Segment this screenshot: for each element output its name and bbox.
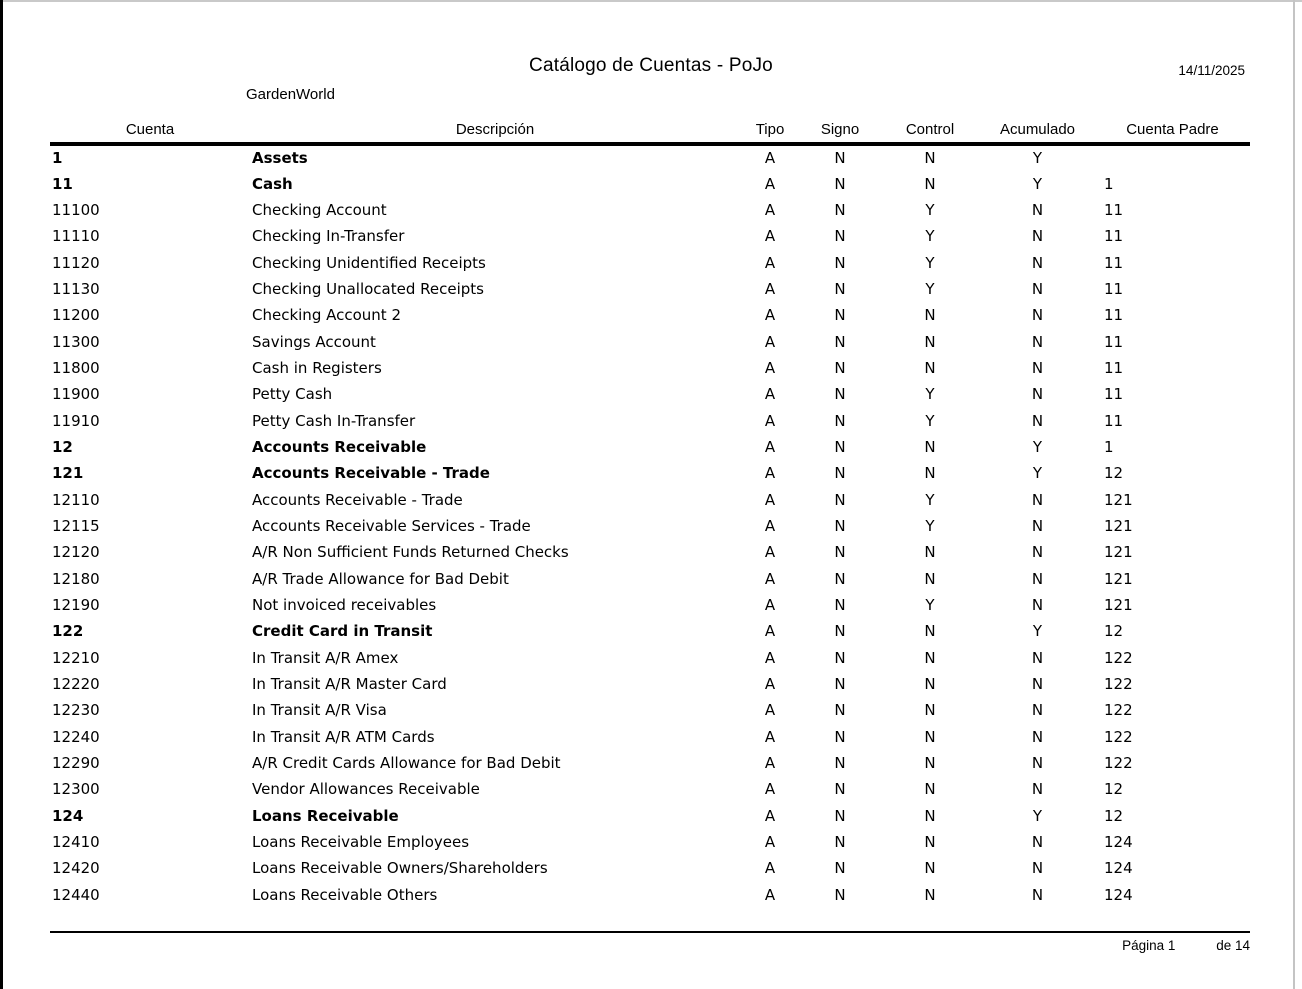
cell-descripcion: Accounts Receivable - Trade	[252, 490, 463, 509]
table-row	[50, 381, 1250, 407]
cell-cuenta: 11910	[52, 411, 100, 430]
cell-acumulado: Y	[1032, 622, 1043, 641]
cell-tipo: A	[764, 859, 776, 878]
table-row	[50, 566, 1250, 592]
cell-cuenta-padre: 11	[1104, 332, 1124, 351]
cell-acumulado: N	[1031, 516, 1044, 535]
cell-signo: N	[834, 596, 846, 615]
page-top-edge	[0, 0, 1302, 2]
cell-cuenta: 12210	[52, 648, 100, 667]
cell-acumulado: N	[1031, 569, 1044, 588]
cell-signo: N	[834, 253, 846, 272]
cell-acumulado: Y	[1032, 806, 1043, 825]
table-row	[50, 539, 1250, 565]
table-row	[50, 276, 1250, 302]
cell-tipo: A	[764, 332, 776, 351]
cell-descripcion: Checking Account	[252, 200, 387, 219]
cell-signo: N	[834, 675, 846, 694]
accounts-table-body	[50, 144, 1250, 908]
footer-total-pages: de 14	[1216, 938, 1250, 953]
table-row	[50, 697, 1250, 723]
cell-acumulado: Y	[1032, 464, 1043, 483]
table-row	[50, 855, 1250, 881]
cell-cuenta: 12120	[52, 543, 100, 562]
table-row	[50, 144, 1250, 170]
cell-control: N	[924, 543, 936, 562]
cell-control: N	[924, 174, 936, 193]
cell-acumulado: N	[1031, 253, 1044, 272]
cell-control: N	[924, 701, 936, 720]
cell-cuenta: 11110	[52, 227, 100, 246]
cell-cuenta-padre: 12	[1104, 464, 1124, 483]
cell-signo: N	[834, 885, 846, 904]
cell-tipo: A	[764, 149, 776, 168]
cell-control: Y	[925, 200, 935, 219]
cell-control: Y	[925, 385, 935, 404]
cell-acumulado: N	[1031, 675, 1044, 694]
cell-signo: N	[834, 200, 846, 219]
column-header-cuenta-padre: Cuenta Padre	[1095, 108, 1250, 144]
cell-signo: N	[834, 648, 846, 667]
cell-cuenta-padre: 124	[1104, 885, 1133, 904]
cell-tipo: A	[764, 490, 776, 509]
table-row	[50, 302, 1250, 328]
cell-control: Y	[925, 411, 935, 430]
footer-rule	[50, 931, 1250, 933]
cell-signo: N	[834, 385, 846, 404]
cell-signo: N	[834, 411, 846, 430]
cell-control: N	[924, 833, 936, 852]
accounts-table	[50, 108, 1250, 908]
cell-control: Y	[925, 490, 935, 509]
cell-descripcion: In Transit A/R ATM Cards	[252, 727, 435, 746]
cell-cuenta: 12300	[52, 780, 100, 799]
cell-control: Y	[925, 227, 935, 246]
column-header-signo: Signo	[800, 108, 880, 144]
cell-cuenta-padre: 12	[1104, 780, 1124, 799]
cell-cuenta-padre: 11	[1104, 411, 1124, 430]
cell-control: N	[924, 464, 936, 483]
table-row	[50, 592, 1250, 618]
cell-tipo: A	[764, 596, 776, 615]
table-row	[50, 434, 1250, 460]
cell-descripcion: Accounts Receivable	[252, 437, 427, 456]
cell-cuenta-padre: 11	[1104, 227, 1124, 246]
cell-cuenta-padre: 121	[1104, 569, 1133, 588]
cell-descripcion: Savings Account	[252, 332, 376, 351]
cell-acumulado: N	[1031, 727, 1044, 746]
cell-control: N	[924, 727, 936, 746]
cell-tipo: A	[764, 253, 776, 272]
cell-descripcion: Petty Cash	[252, 385, 333, 404]
cell-tipo: A	[764, 543, 776, 562]
cell-signo: N	[834, 622, 846, 641]
cell-descripcion: Credit Card in Transit	[252, 622, 433, 641]
cell-cuenta-padre: 122	[1104, 727, 1133, 746]
cell-acumulado: N	[1031, 358, 1044, 377]
cell-control: N	[924, 437, 936, 456]
cell-descripcion: In Transit A/R Amex	[252, 648, 399, 667]
cell-cuenta-padre: 1	[1104, 437, 1114, 456]
cell-cuenta-padre: 12	[1104, 806, 1124, 825]
cell-signo: N	[834, 149, 846, 168]
table-row	[50, 776, 1250, 802]
cell-control: Y	[925, 596, 935, 615]
cell-tipo: A	[764, 833, 776, 852]
cell-tipo: A	[764, 464, 776, 483]
cell-acumulado: N	[1031, 701, 1044, 720]
cell-acumulado: N	[1031, 543, 1044, 562]
cell-descripcion: A/R Non Sufficient Funds Returned Checks	[252, 543, 569, 562]
cell-tipo: A	[764, 279, 776, 298]
cell-cuenta-padre: 122	[1104, 701, 1133, 720]
table-row	[50, 460, 1250, 486]
cell-control: N	[924, 332, 936, 351]
cell-tipo: A	[764, 675, 776, 694]
cell-acumulado: N	[1031, 754, 1044, 773]
cell-tipo: A	[764, 358, 776, 377]
cell-cuenta: 12230	[52, 701, 100, 720]
cell-acumulado: N	[1031, 780, 1044, 799]
cell-signo: N	[834, 358, 846, 377]
cell-cuenta-padre: 11	[1104, 306, 1124, 325]
cell-cuenta-padre	[1095, 144, 1250, 170]
page-right-edge	[1293, 0, 1295, 989]
cell-cuenta: 12110	[52, 490, 100, 509]
cell-tipo: A	[764, 200, 776, 219]
cell-control: N	[924, 859, 936, 878]
cell-descripcion: Accounts Receivable - Trade	[252, 464, 490, 483]
cell-cuenta: 12440	[52, 885, 100, 904]
cell-descripcion: In Transit A/R Master Card	[252, 675, 447, 694]
cell-cuenta: 11130	[52, 279, 100, 298]
table-row	[50, 645, 1250, 671]
cell-control: N	[924, 754, 936, 773]
cell-tipo: A	[764, 437, 776, 456]
cell-tipo: A	[764, 780, 776, 799]
cell-cuenta: 121	[52, 464, 84, 483]
cell-tipo: A	[764, 411, 776, 430]
cell-descripcion: Checking Account 2	[252, 306, 401, 325]
table-row	[50, 513, 1250, 539]
cell-cuenta: 122	[52, 622, 84, 641]
cell-control: N	[924, 306, 936, 325]
cell-acumulado: N	[1031, 490, 1044, 509]
cell-tipo: A	[764, 516, 776, 535]
cell-acumulado: Y	[1032, 174, 1043, 193]
cell-acumulado: N	[1031, 332, 1044, 351]
table-row	[50, 249, 1250, 275]
column-header-descripcion: Descripción	[250, 108, 740, 144]
cell-control: Y	[925, 253, 935, 272]
cell-cuenta-padre: 122	[1104, 675, 1133, 694]
cell-cuenta-padre: 121	[1104, 490, 1133, 509]
cell-acumulado: Y	[1032, 149, 1043, 168]
cell-cuenta: 11100	[52, 200, 100, 219]
cell-signo: N	[834, 174, 846, 193]
table-row	[50, 750, 1250, 776]
report-title: Catálogo de Cuentas - PoJo	[529, 55, 773, 76]
cell-cuenta: 12410	[52, 833, 100, 852]
table-row	[50, 223, 1250, 249]
table-row	[50, 328, 1250, 354]
cell-descripcion: Checking Unidentified Receipts	[252, 253, 486, 272]
cell-tipo: A	[764, 701, 776, 720]
cell-control: Y	[925, 516, 935, 535]
cell-cuenta: 11200	[52, 306, 100, 325]
cell-cuenta-padre: 121	[1104, 543, 1133, 562]
cell-cuenta: 11120	[52, 253, 100, 272]
cell-signo: N	[834, 543, 846, 562]
cell-cuenta-padre: 1	[1104, 174, 1114, 193]
cell-tipo: A	[764, 754, 776, 773]
cell-tipo: A	[764, 174, 776, 193]
table-row	[50, 407, 1250, 433]
cell-tipo: A	[764, 885, 776, 904]
cell-cuenta: 12190	[52, 596, 100, 615]
cell-cuenta-padre: 124	[1104, 859, 1133, 878]
cell-control: N	[924, 885, 936, 904]
cell-signo: N	[834, 227, 846, 246]
table-row	[50, 486, 1250, 512]
cell-acumulado: N	[1031, 885, 1044, 904]
cell-descripcion: Loans Receivable Owners/Shareholders	[252, 859, 548, 878]
footer-page-number: Página 1	[1122, 938, 1176, 953]
cell-acumulado: N	[1031, 596, 1044, 615]
table-row	[50, 882, 1250, 908]
cell-cuenta: 12	[52, 437, 73, 456]
cell-control: N	[924, 675, 936, 694]
cell-control: N	[924, 149, 936, 168]
cell-descripcion: Not invoiced receivables	[252, 596, 437, 615]
cell-cuenta: 11300	[52, 332, 100, 351]
cell-control: Y	[925, 279, 935, 298]
cell-acumulado: N	[1031, 648, 1044, 667]
cell-descripcion: A/R Credit Cards Allowance for Bad Debit	[252, 754, 561, 773]
cell-acumulado: N	[1031, 411, 1044, 430]
cell-signo: N	[834, 332, 846, 351]
cell-tipo: A	[764, 806, 776, 825]
column-header-control: Control	[880, 108, 980, 144]
table-row	[50, 170, 1250, 196]
cell-acumulado: N	[1031, 859, 1044, 878]
table-row	[50, 618, 1250, 644]
cell-acumulado: N	[1031, 227, 1044, 246]
cell-tipo: A	[764, 306, 776, 325]
cell-cuenta-padre: 122	[1104, 754, 1133, 773]
table-row	[50, 197, 1250, 223]
cell-signo: N	[834, 859, 846, 878]
cell-control: N	[924, 780, 936, 799]
cell-signo: N	[834, 279, 846, 298]
cell-tipo: A	[764, 648, 776, 667]
cell-descripcion: A/R Trade Allowance for Bad Debit	[252, 569, 509, 588]
cell-cuenta-padre: 11	[1104, 253, 1124, 272]
cell-cuenta: 11800	[52, 358, 100, 377]
cell-cuenta: 11	[52, 174, 73, 193]
cell-cuenta-padre: 11	[1104, 358, 1124, 377]
cell-signo: N	[834, 464, 846, 483]
cell-signo: N	[834, 437, 846, 456]
cell-cuenta: 1	[52, 149, 63, 168]
cell-descripcion: In Transit A/R Visa	[252, 701, 387, 720]
cell-descripcion: Cash	[252, 174, 293, 193]
column-header-tipo: Tipo	[740, 108, 800, 144]
cell-control: N	[924, 569, 936, 588]
cell-signo: N	[834, 569, 846, 588]
cell-signo: N	[834, 780, 846, 799]
cell-cuenta: 12220	[52, 675, 100, 694]
cell-cuenta: 12240	[52, 727, 100, 746]
cell-signo: N	[834, 701, 846, 720]
cell-acumulado: N	[1031, 200, 1044, 219]
cell-cuenta-padre: 11	[1104, 200, 1124, 219]
cell-acumulado: Y	[1032, 437, 1043, 456]
cell-tipo: A	[764, 569, 776, 588]
cell-control: N	[924, 622, 936, 641]
cell-descripcion: Loans Receivable Employees	[252, 833, 470, 852]
cell-cuenta: 11900	[52, 385, 100, 404]
report-date: 14/11/2025	[1178, 63, 1245, 78]
cell-cuenta-padre: 11	[1104, 385, 1124, 404]
cell-control: N	[924, 358, 936, 377]
column-header-cuenta: Cuenta	[50, 108, 250, 144]
cell-cuenta: 12115	[52, 516, 100, 535]
column-header-acumulado: Acumulado	[980, 108, 1095, 144]
table-header-row	[50, 108, 1250, 144]
cell-descripcion: Checking In-Transfer	[252, 227, 405, 246]
cell-cuenta-padre: 122	[1104, 648, 1133, 667]
cell-descripcion: Loans Receivable Others	[252, 885, 438, 904]
page-footer	[50, 938, 1250, 953]
cell-cuenta-padre: 124	[1104, 833, 1133, 852]
cell-acumulado: N	[1031, 833, 1044, 852]
cell-signo: N	[834, 806, 846, 825]
cell-control: N	[924, 806, 936, 825]
cell-signo: N	[834, 833, 846, 852]
cell-cuenta-padre: 121	[1104, 596, 1133, 615]
cell-descripcion: Checking Unallocated Receipts	[252, 279, 484, 298]
cell-tipo: A	[764, 227, 776, 246]
cell-signo: N	[834, 306, 846, 325]
cell-cuenta: 12420	[52, 859, 100, 878]
cell-cuenta-padre: 121	[1104, 516, 1133, 535]
cell-descripcion: Petty Cash In-Transfer	[252, 411, 416, 430]
cell-cuenta: 12290	[52, 754, 100, 773]
page-left-edge	[0, 0, 3, 989]
cell-signo: N	[834, 490, 846, 509]
cell-signo: N	[834, 727, 846, 746]
table-row	[50, 803, 1250, 829]
cell-tipo: A	[764, 727, 776, 746]
cell-cuenta: 124	[52, 806, 84, 825]
cell-cuenta: 12180	[52, 569, 100, 588]
cell-acumulado: N	[1031, 279, 1044, 298]
table-row	[50, 671, 1250, 697]
table-row	[50, 724, 1250, 750]
cell-signo: N	[834, 516, 846, 535]
client-name: GardenWorld	[246, 86, 335, 103]
cell-descripcion: Accounts Receivable Services - Trade	[252, 516, 531, 535]
cell-acumulado: N	[1031, 385, 1044, 404]
cell-descripcion: Assets	[252, 149, 308, 168]
cell-descripcion: Cash in Registers	[252, 358, 382, 377]
cell-tipo: A	[764, 385, 776, 404]
table-row	[50, 355, 1250, 381]
cell-descripcion: Vendor Allowances Receivable	[252, 780, 480, 799]
cell-cuenta-padre: 12	[1104, 622, 1124, 641]
cell-cuenta-padre: 11	[1104, 279, 1124, 298]
cell-acumulado: N	[1031, 306, 1044, 325]
cell-signo: N	[834, 754, 846, 773]
cell-descripcion: Loans Receivable	[252, 806, 399, 825]
table-row	[50, 829, 1250, 855]
cell-tipo: A	[764, 622, 776, 641]
cell-control: N	[924, 648, 936, 667]
